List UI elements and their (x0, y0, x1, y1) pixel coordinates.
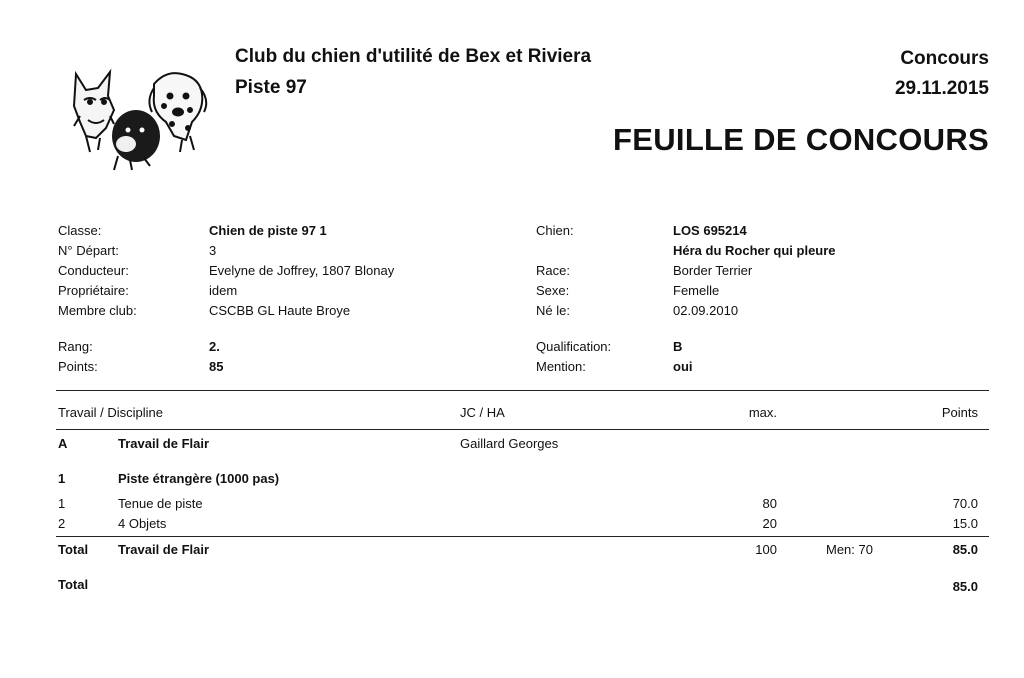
divider-top (56, 390, 989, 391)
value-race: Border Terrier (673, 263, 753, 278)
value-classe: Chien de piste 97 1 (209, 223, 327, 238)
value-proprietaire: idem (209, 283, 238, 298)
subtotal-name: Travail de Flair (118, 542, 210, 557)
total-points: 85.0 (952, 579, 978, 594)
track-name: Piste 97 (235, 77, 307, 98)
value-conducteur: Evelyne de Joffrey, 1807 Blonay (209, 263, 395, 278)
value-points: 85 (209, 359, 224, 374)
club-name: Club du chien d'utilité de Bex et Riviera (235, 46, 592, 67)
label-proprietaire: Propriétaire: (58, 283, 129, 298)
row-1-max: 80 (762, 496, 777, 511)
info-labels-left (58, 221, 137, 377)
row-1-num: 1 (58, 496, 66, 511)
section-code: A (58, 436, 68, 451)
event-date: 29.11.2015 (894, 78, 989, 99)
value-chien-id: LOS 695214 (673, 223, 747, 238)
label-membre-club: Membre club: (58, 303, 137, 318)
row-1-points: 70.0 (952, 496, 978, 511)
label-conducteur: Conducteur: (58, 263, 129, 278)
label-ne-le: Né le: (536, 303, 570, 318)
event-type: Concours (900, 48, 989, 69)
label-sexe: Sexe: (536, 283, 570, 298)
row-2-max: 20 (762, 516, 777, 531)
subtotal-max: 100 (755, 542, 777, 557)
value-rang: 2. (209, 339, 220, 354)
subtotal-men: Men: 70 (826, 542, 873, 557)
row-2-points: 15.0 (952, 516, 978, 531)
info-values-right (673, 221, 836, 377)
label-race: Race: (536, 263, 570, 278)
sub-code: 1 (58, 471, 66, 486)
label-qualification: Qualification: (536, 339, 612, 354)
label-rang: Rang: (58, 339, 93, 354)
label-depart: N° Départ: (58, 243, 119, 258)
label-points: Points: (58, 359, 98, 374)
header-max: max. (748, 405, 777, 420)
info-values-left (209, 221, 394, 377)
divider-subtotal (56, 536, 989, 537)
header-points: Points (941, 405, 978, 420)
value-depart: 3 (209, 243, 217, 258)
subtotal-points: 85.0 (952, 542, 978, 557)
row-2-name: 4 Objets (118, 516, 167, 531)
dogs-heads-logo-icon (70, 66, 210, 172)
sub-name: Piste étrangère (1000 pas) (118, 471, 280, 486)
subtotal-label: Total (58, 542, 89, 557)
row-1-name: Tenue de piste (118, 496, 203, 511)
judge-name: Gaillard Georges (460, 436, 559, 451)
total-label: Total (58, 577, 89, 592)
label-chien: Chien: (536, 223, 574, 238)
value-ne-le: 02.09.2010 (673, 303, 739, 318)
label-empty (536, 241, 611, 261)
value-membre-club: CSCBB GL Haute Broye (209, 303, 351, 318)
section-name: Travail de Flair (118, 436, 210, 451)
row-2-num: 2 (58, 516, 66, 531)
header-discipline: Travail / Discipline (58, 405, 163, 420)
divider-header (56, 429, 989, 430)
label-classe: Classe: (58, 223, 102, 238)
value-qualification: B (673, 339, 683, 354)
info-labels-right (536, 221, 611, 377)
document-title: FEUILLE DE CONCOURS (613, 122, 989, 157)
label-mention: Mention: (536, 359, 586, 374)
header-judge: JC / HA (460, 405, 505, 420)
value-chien-name: Héra du Rocher qui pleure (673, 243, 836, 258)
value-mention: oui (673, 359, 693, 374)
value-sexe: Femelle (673, 283, 720, 298)
